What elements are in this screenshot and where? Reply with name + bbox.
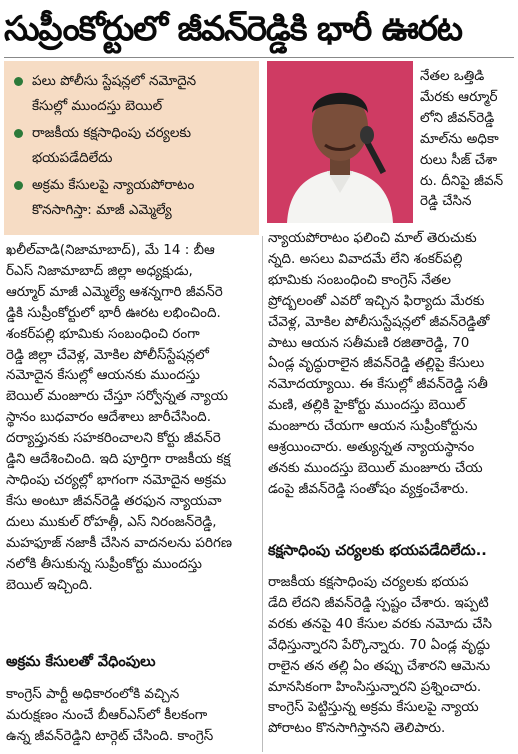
highlight-item	[10, 69, 253, 119]
article-line: మహఫూజ్ నజాకీ చేసిన వాదనలను పరిగణ	[6, 534, 232, 551]
article-line: మరుక్షణం నుంచే బీఆర్ఎస్‌లో కీలకంగా	[6, 706, 208, 723]
highlight-item	[10, 121, 253, 171]
highlight-text: రాజకీయ కక్షసాధింపు చర్యలకు భయపడేదిలేదు	[32, 125, 192, 166]
highlights-box	[4, 61, 259, 235]
bullet-icon	[14, 181, 23, 190]
article-line: ర్ఎస్ నిజామాబాద్ జిల్లా అధ్యక్షుడు,	[6, 262, 193, 279]
article-line: మణి, తల్లికి హైకోర్టు ముందస్తు బెయిల్	[268, 397, 466, 414]
article-line: రెడ్డి చేసిన	[420, 193, 472, 210]
article-line: పాటు ఆయన సతీమణి రజితారెడ్డి, 70	[268, 334, 470, 351]
subheading-left: అక్రమ కేసులతో వేధింపులు	[6, 654, 156, 670]
article-line: మంజూరు చేయగా ఆయన సుప్రీంకోర్టును	[268, 418, 478, 435]
article-line: లోని జీవన్‌రెడ్డి	[420, 109, 495, 126]
article-line: న్నది. అసలు వివాదమే లేని శంకర్‌పల్లి	[268, 250, 463, 267]
headline-rule	[4, 57, 514, 58]
article-line: భూమికు సంబంధించి కాంగ్రెస్ నేతల	[268, 271, 451, 288]
article-column-right-top	[420, 66, 516, 212]
article-line: చేవెళ్ల, మోకిల పోలీసుస్టేషన్లలో జీవన్‌రెడ్డితో	[268, 313, 490, 330]
article-line: నేతల ఒత్తిడి	[420, 68, 485, 84]
article-line: రాలైన తన తల్లి ఏం తప్పు చేశారని ఆమెను	[268, 657, 491, 674]
article-line: వరకు తనపై 40 కేసుల వరకు నమోదు చేసి	[268, 615, 492, 632]
article-line: డ్డికి సుప్రీంకోర్టులో భారీ ఊరట లభించింది.	[6, 304, 221, 321]
article-line: నమోదయ్యాయి. ఈ కేసుల్లో జీవన్‌రెడ్డి సతీ	[268, 376, 488, 393]
bullet-icon	[14, 129, 23, 138]
article-line: సాధింపు చర్యల్లో భాగంగా నమోదైన అక్రమ	[6, 471, 227, 488]
article-line: శంకర్‌పల్లి భూమికు సంబంధించి రంగా	[6, 325, 200, 342]
article-line: కేసు అంటూ జీవన్‌రెడ్డి తరఫున న్యాయవా	[6, 492, 222, 509]
article-line: డంపై జీవన్‌రెడ్డి సంతోషం వ్యక్తంచేశారు.	[268, 480, 469, 497]
article-column-left-lower	[6, 684, 258, 747]
article-line: మేరకు ఆర్మూర్	[420, 88, 498, 105]
article-line: ప్రోద్బలంతో ఎవరో ఇచ్చిన ఫిర్యాదు మేరకు	[268, 292, 485, 309]
article-line: రాజకీయ కక్షసాధింపు చర్యలకు భయప	[268, 574, 469, 590]
article-line: ఆర్మూర్ మాజీ ఎమ్మెల్యే ఆశన్నగారి జీవన్‌రె	[6, 283, 223, 300]
bullet-icon	[14, 77, 23, 86]
portrait-photo	[267, 61, 413, 223]
column-divider	[262, 236, 263, 752]
article-line: తనకు ముందస్తు బెయిల్ మంజూరు చేయ	[268, 459, 483, 476]
article-line: డ్డిని ఆదేశించింది. ఇది పూర్తిగా రాజకీయ కక్ష	[6, 451, 231, 468]
article-line: దర్యాప్తునకు సహకరించాలని కోర్టు జీవన్‌రె	[6, 430, 221, 447]
article-line: ఏండ్ల వృద్ధురాలైన జీవన్‌రెడ్డి తల్లిపై కేసులు	[268, 355, 485, 372]
subheading-right: కక్షసాధింపు చర్యలకు భయపడేదిలేదు..	[268, 543, 487, 559]
article-line: కాంగ్రెస్ పార్టీ అధికారంలోకి వచ్చిన	[6, 686, 180, 702]
article-line: పోరాటం కొనసాగిస్తానని తెలిపారు.	[268, 720, 446, 737]
portrait-illustration	[267, 61, 413, 223]
article-line: రెడ్డి జిల్లా చేవెళ్ల, మోకిల పోలీస్‌స్టేషన్లలో	[6, 346, 209, 363]
article-line: నమోదైన కేసుల్లో ఆయనకు ముందస్తు	[6, 367, 200, 384]
article-line: మానసికంగా హింసిస్తున్నారని ప్రశ్నించారు.	[268, 678, 482, 695]
article-line: వేధిస్తున్నారని పేర్కొన్నారు. 70 ఏండ్ల వృద్ధు	[268, 636, 490, 653]
article-line: రు. దీనిపై జీవన్	[420, 172, 504, 189]
article-line: న్యాయపోరాటం ఫలించి మాల్ తెరుచుకు	[268, 230, 477, 246]
article-line: డేది లేదని జీవన్‌రెడ్డి స్పష్టం చేశారు. ఇప్పటి	[268, 594, 489, 611]
article-column-left	[6, 240, 258, 595]
article-line: స్థానం బుధవారం ఆదేశాలు జారీచేసింది.	[6, 409, 212, 426]
highlight-text: పలు పోలీసు స్టేషన్లలో నమోదైన కేసుల్లో ముందస్తు బెయిల్	[32, 73, 197, 114]
article-line: నలోకి తీసుకున్న సుప్రీంకోర్టు ముందస్తు	[6, 555, 202, 572]
article-line: బెయిల్ ఇచ్చింది.	[6, 576, 93, 593]
article-line: రులు సీజ్ చేశా	[420, 151, 498, 168]
article-line: దులు ముకుల్ రోహత్గీ, ఎస్ నిరంజన్‌రెడ్డి,	[6, 513, 217, 530]
highlight-text: అక్రమ కేసులపై న్యాయపోరాటం కొనసాగిస్తా: మాజీ ఎమ్మెల్యే	[32, 177, 195, 218]
article-line: బెయిల్ మంజూరు చేస్తూ సర్వోన్నత న్యాయ	[6, 388, 229, 405]
article-line: కాంగ్రెస్ పెట్టిస్తున్న అక్రమ కేసులపై న్యాయ	[268, 699, 479, 716]
headline: సుప్రీంకోర్టులో జీవన్‌రెడ్డికి భారీ ఊరట	[4, 9, 462, 49]
article-line: ఆశ్రయించారు. అత్యున్నత న్యాయస్థానం	[268, 439, 475, 456]
article-column-right-lower	[268, 572, 516, 739]
article-line: ఖలీల్‌వాడి(నిజామాబాద్), మే 14 : బీఆ	[6, 242, 215, 258]
article-line: ఉన్న జీవన్‌రెడ్డిని టార్గెట్ చేసింది. కాంగ్రెస్	[6, 727, 214, 744]
article-column-right	[268, 228, 516, 500]
highlight-item	[10, 173, 253, 223]
article-line: మాల్‌ను అధికా	[420, 130, 499, 147]
